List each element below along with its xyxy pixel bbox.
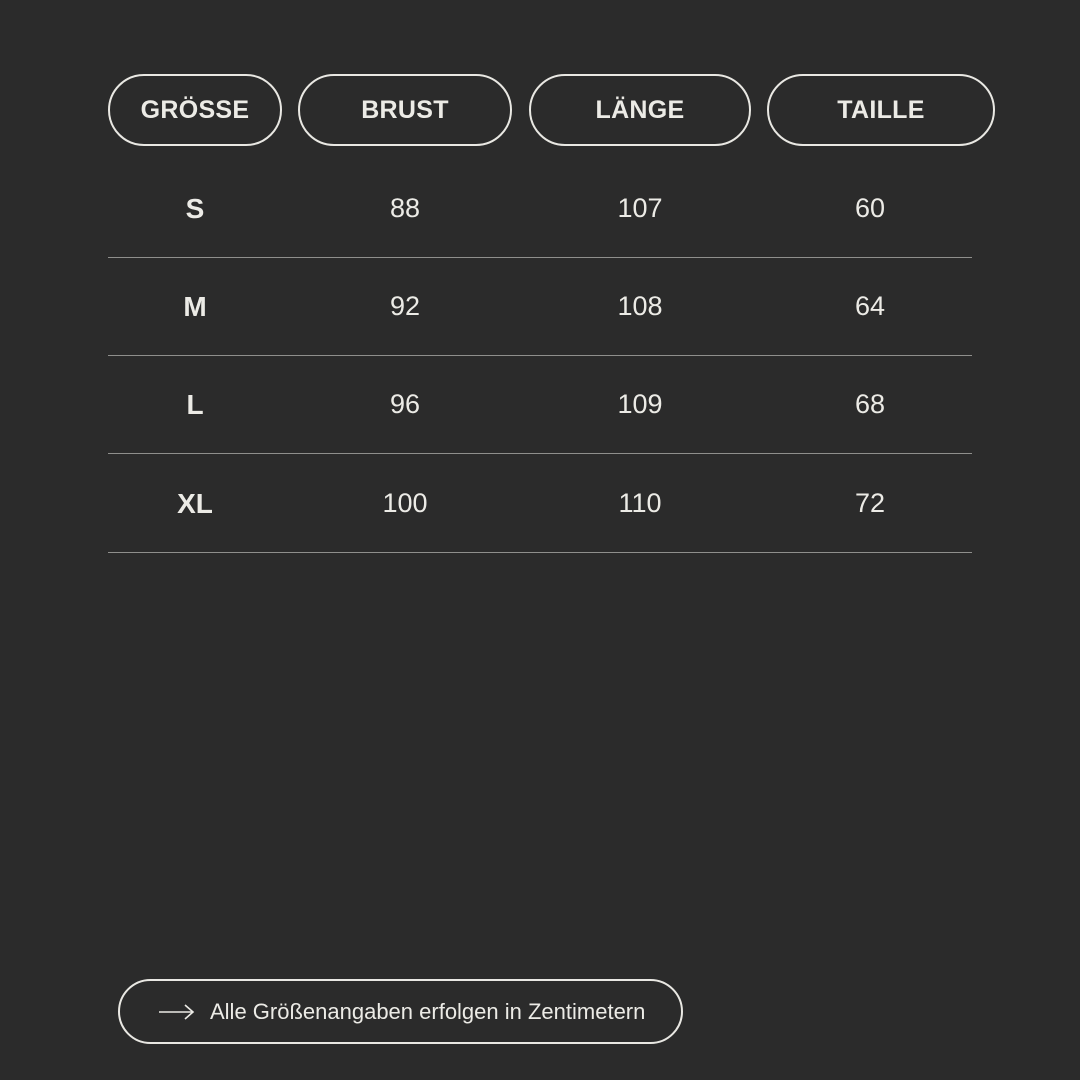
size-cell: L [186, 388, 204, 420]
brust-cell: 100 [382, 488, 428, 518]
laenge-cell: 108 [617, 291, 663, 321]
brust-cell: 92 [389, 291, 421, 321]
laenge-cell: 109 [617, 389, 663, 419]
header-taille: TAILLE [767, 74, 995, 146]
table-row [108, 356, 972, 454]
laenge-cell: 107 [617, 193, 663, 223]
header-laenge: LÄNGE [529, 74, 751, 146]
taille-cell: 72 [854, 488, 886, 518]
header-brust: BRUST [298, 74, 512, 146]
laenge-cell: 110 [618, 488, 662, 518]
taille-cell: 68 [854, 389, 886, 419]
taille-cell: 60 [854, 193, 886, 223]
unit-note-text: Alle Größenangaben erfolgen in Zentimetern [210, 998, 646, 1024]
size-cell: S [185, 192, 205, 224]
brust-cell: 88 [389, 193, 421, 223]
table-row [108, 160, 972, 258]
taille-cell: 64 [854, 291, 886, 321]
size-cell: XL [177, 487, 213, 519]
brust-cell: 96 [389, 389, 421, 419]
size-cell: M [183, 290, 207, 322]
table-row [108, 455, 972, 553]
header-size: GRÖSSE [108, 74, 282, 146]
table-row [108, 258, 972, 356]
unit-note [118, 979, 683, 1044]
arrow-right-icon [158, 1003, 196, 1021]
